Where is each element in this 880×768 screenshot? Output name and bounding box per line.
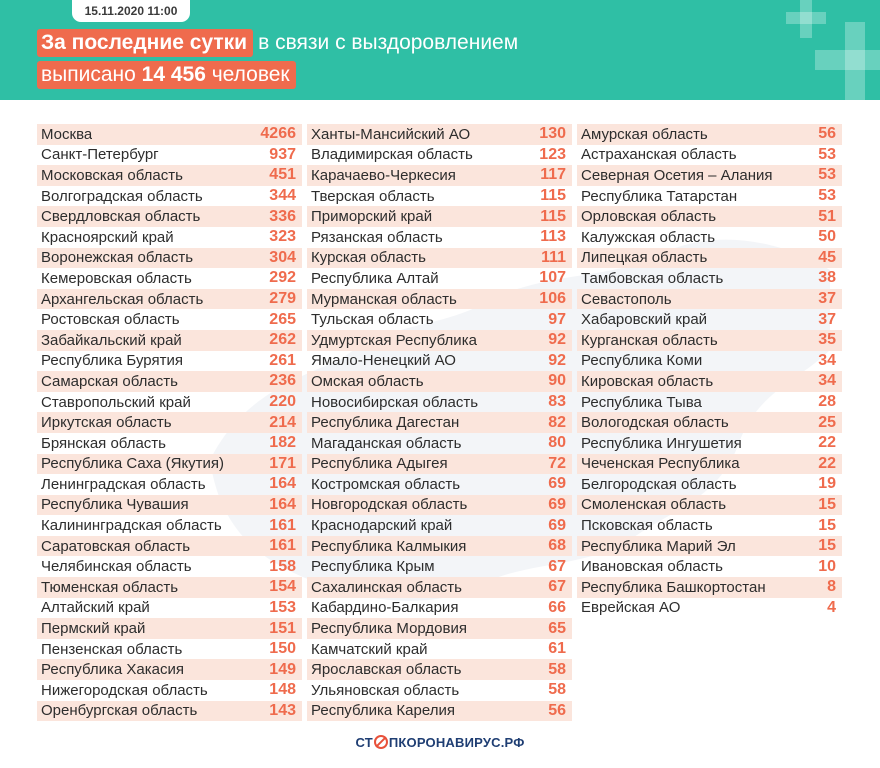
- recovered-count: 69: [548, 516, 566, 534]
- region-row: [577, 206, 842, 227]
- recovered-count: 58: [548, 681, 566, 699]
- headline-pre: выписано: [41, 63, 136, 86]
- region-name: Краснодарский край: [311, 517, 453, 535]
- recovered-count: 69: [548, 475, 566, 493]
- recovered-count: 92: [548, 331, 566, 349]
- region-row: [307, 186, 572, 207]
- recovered-count: 451: [269, 166, 296, 184]
- region-row: [307, 330, 572, 351]
- region-name: Севастополь: [581, 290, 672, 308]
- region-name: Воронежская область: [41, 249, 194, 267]
- region-row: [307, 659, 572, 680]
- region-name: Кировская область: [581, 372, 714, 390]
- region-name: Республика Тыва: [581, 393, 702, 411]
- region-row: [37, 371, 302, 392]
- region-row: [307, 371, 572, 392]
- region-name: Калининградская область: [41, 517, 222, 535]
- region-name: Пензенская область: [41, 640, 183, 658]
- region-name: Карачаево-Черкесия: [311, 166, 456, 184]
- region-name: Ленинградская область: [41, 475, 206, 493]
- recovered-count: 261: [269, 351, 296, 369]
- recovered-count: 83: [548, 393, 566, 411]
- recovered-count: 22: [818, 454, 836, 472]
- recovered-count: 106: [539, 290, 566, 308]
- region-name: Астраханская область: [581, 146, 737, 164]
- region-row: [307, 165, 572, 186]
- region-name: Республика Карелия: [311, 702, 455, 720]
- region-name: Липецкая область: [581, 249, 708, 267]
- recovered-count: 4: [827, 598, 836, 616]
- region-name: Вологодская область: [581, 414, 729, 432]
- recovered-count: 123: [539, 145, 566, 163]
- recovered-count: 113: [540, 228, 566, 246]
- region-row: [577, 330, 842, 351]
- region-name: Белгородская область: [581, 475, 737, 493]
- region-row: [37, 598, 302, 619]
- region-row: [577, 536, 842, 557]
- region-name: Амурская область: [581, 125, 708, 143]
- region-name: Иркутская область: [41, 414, 172, 432]
- region-row: [577, 145, 842, 166]
- region-name: Ярославская область: [311, 661, 462, 679]
- region-row: [307, 598, 572, 619]
- recovered-count: 149: [269, 660, 296, 678]
- recovered-count: 45: [818, 248, 836, 266]
- headline-post: человек: [211, 63, 290, 86]
- recovered-count: 53: [818, 187, 836, 205]
- region-name: Тверская область: [311, 187, 435, 205]
- region-row: [37, 124, 302, 145]
- region-row: [307, 536, 572, 557]
- recovered-count: 37: [818, 290, 836, 308]
- region-name: Санкт-Петербург: [41, 146, 159, 164]
- recovered-count: 56: [818, 125, 836, 143]
- region-name: Омская область: [311, 372, 424, 390]
- region-row: [577, 474, 842, 495]
- recovered-count: 220: [269, 393, 296, 411]
- region-row: [577, 248, 842, 269]
- region-column-2: [307, 124, 572, 721]
- recovered-count: 97: [548, 310, 566, 328]
- recovered-count: 53: [818, 166, 836, 184]
- recovered-count: 38: [818, 269, 836, 287]
- region-column-3: [577, 124, 842, 618]
- recovered-count: 265: [269, 310, 296, 328]
- region-name: Северная Осетия – Алания: [581, 166, 773, 184]
- decor-cross-2b: [786, 12, 826, 24]
- region-row: [307, 577, 572, 598]
- region-row: [307, 248, 572, 269]
- recovered-count: 28: [818, 393, 836, 411]
- region-row: [37, 639, 302, 660]
- region-row: [577, 309, 842, 330]
- region-name: Смоленская область: [581, 496, 727, 514]
- recovered-count: 8: [827, 578, 836, 596]
- region-row: [37, 289, 302, 310]
- recovered-count: 10: [818, 557, 836, 575]
- recovered-count: 68: [548, 537, 566, 555]
- region-name: Орловская область: [581, 208, 717, 226]
- region-name: Костромская область: [311, 475, 461, 493]
- region-name: Сахалинская область: [311, 578, 462, 596]
- recovered-count: 143: [269, 701, 296, 719]
- region-name: Приморский край: [311, 208, 433, 226]
- region-name: Чеченская Республика: [581, 455, 740, 473]
- region-name: Удмуртская Республика: [311, 331, 477, 349]
- region-row: [577, 495, 842, 516]
- region-name: Брянская область: [41, 434, 166, 452]
- recovered-count: 80: [548, 434, 566, 452]
- recovered-count: 82: [548, 413, 566, 431]
- region-row: [37, 618, 302, 639]
- recovered-count: 15: [818, 495, 836, 513]
- region-row: [307, 412, 572, 433]
- recovered-count: 53: [818, 145, 836, 163]
- region-name: Новосибирская область: [311, 393, 479, 411]
- recovered-count: 304: [269, 248, 296, 266]
- region-row: [37, 351, 302, 372]
- region-name: Самарская область: [41, 372, 178, 390]
- region-row: [37, 495, 302, 516]
- region-row: [307, 454, 572, 475]
- region-row: [37, 515, 302, 536]
- region-name: Алтайский край: [41, 599, 150, 617]
- region-row: [577, 577, 842, 598]
- logo-text-pre: СТ: [355, 735, 373, 750]
- region-row: [577, 412, 842, 433]
- region-row: [307, 556, 572, 577]
- recovered-count: 292: [269, 269, 296, 287]
- region-row: [577, 556, 842, 577]
- region-name: Республика Татарстан: [581, 187, 738, 205]
- recovered-count: 236: [269, 372, 296, 390]
- region-name: Нижегородская область: [41, 681, 208, 699]
- region-column-1: [37, 124, 302, 721]
- region-row: [577, 186, 842, 207]
- region-name: Псковская область: [581, 517, 713, 535]
- recovered-count: 66: [548, 598, 566, 616]
- recovered-count: 117: [540, 166, 566, 184]
- region-row: [307, 124, 572, 145]
- region-row: [37, 433, 302, 454]
- recovered-count: 50: [818, 228, 836, 246]
- recovered-count: 323: [269, 228, 296, 246]
- recovered-count: 153: [269, 598, 296, 616]
- region-row: [577, 165, 842, 186]
- region-name: Владимирская область: [311, 146, 473, 164]
- region-name: Волгоградская область: [41, 187, 203, 205]
- recovered-count: 154: [269, 578, 296, 596]
- region-name: Архангельская область: [41, 290, 204, 308]
- headline-line-1: [37, 29, 518, 57]
- recovered-count: 171: [269, 454, 296, 472]
- region-row: [307, 206, 572, 227]
- region-name: Магаданская область: [311, 434, 462, 452]
- region-name: Калужская область: [581, 228, 716, 246]
- region-name: Челябинская область: [41, 558, 192, 576]
- region-name: Республика Калмыкия: [311, 537, 467, 555]
- region-row: [577, 124, 842, 145]
- recovered-count: 15: [818, 537, 836, 555]
- region-name: Еврейская АО: [581, 599, 681, 617]
- region-row: [577, 515, 842, 536]
- region-row: [307, 680, 572, 701]
- region-row: [37, 536, 302, 557]
- recovered-count: 115: [540, 187, 566, 205]
- recovered-count: 164: [269, 495, 296, 513]
- recovered-count: 19: [818, 475, 836, 493]
- region-row: [37, 206, 302, 227]
- recovered-count: 130: [539, 125, 566, 143]
- region-name: Оренбургская область: [41, 702, 198, 720]
- region-name: Ростовская область: [41, 311, 180, 329]
- region-name: Республика Мордовия: [311, 620, 467, 638]
- region-name: Красноярский край: [41, 228, 174, 246]
- region-row: [37, 474, 302, 495]
- region-row: [37, 680, 302, 701]
- region-row: [307, 474, 572, 495]
- region-name: Курганская область: [581, 331, 718, 349]
- recovered-count: 25: [818, 413, 836, 431]
- recovered-count: 51: [818, 207, 836, 225]
- recovered-count: 72: [548, 454, 566, 472]
- headline-line-2: [37, 61, 296, 89]
- decor-cross-3b: [815, 50, 880, 70]
- stop-icon: [374, 735, 388, 749]
- stopcoronavirus-logo: [0, 735, 880, 750]
- region-row: [307, 639, 572, 660]
- region-row: [577, 289, 842, 310]
- recovered-count: 92: [548, 351, 566, 369]
- recovered-count: 182: [269, 434, 296, 452]
- region-row: [37, 392, 302, 413]
- region-name: Республика Коми: [581, 352, 703, 370]
- region-row: [577, 227, 842, 248]
- region-row: [37, 268, 302, 289]
- recovered-count: 37: [818, 310, 836, 328]
- region-name: Забайкальский край: [41, 331, 182, 349]
- region-name: Республика Крым: [311, 558, 435, 576]
- region-row: [577, 433, 842, 454]
- region-name: Республика Хакасия: [41, 661, 185, 679]
- recovered-count: 214: [269, 413, 296, 431]
- recovered-count: 67: [548, 578, 566, 596]
- recovered-count: 279: [269, 290, 296, 308]
- region-row: [577, 371, 842, 392]
- region-row: [307, 701, 572, 722]
- recovered-count: 15: [818, 516, 836, 534]
- recovered-count: 67: [548, 557, 566, 575]
- recovered-count: 22: [818, 434, 836, 452]
- region-name: Республика Адыгея: [311, 455, 448, 473]
- region-row: [577, 454, 842, 475]
- recovered-count: 161: [269, 537, 296, 555]
- headline-total: [37, 61, 296, 89]
- recovered-count: 34: [818, 351, 836, 369]
- region-row: [37, 577, 302, 598]
- region-row: [37, 330, 302, 351]
- recovered-count: 61: [548, 640, 566, 658]
- region-name: Тульская область: [311, 311, 434, 329]
- region-row: [577, 351, 842, 372]
- region-row: [307, 145, 572, 166]
- recovered-count: 58: [548, 660, 566, 678]
- region-name: Хабаровский край: [581, 311, 708, 329]
- recovered-count: 262: [269, 331, 296, 349]
- region-row: [37, 659, 302, 680]
- region-name: Республика Бурятия: [41, 352, 183, 370]
- recovered-count: 164: [269, 475, 296, 493]
- region-row: [307, 268, 572, 289]
- headline-highlight: За последние сутки: [37, 29, 253, 57]
- recovered-count: 69: [548, 495, 566, 513]
- region-row: [577, 392, 842, 413]
- total-recovered-number: 14 456: [141, 63, 206, 86]
- recovered-count: 344: [269, 187, 296, 205]
- region-name: Камчатский край: [311, 640, 428, 658]
- region-name: Республика Саха (Якутия): [41, 455, 225, 473]
- recovered-count: 158: [269, 557, 296, 575]
- region-name: Кемеровская область: [41, 269, 192, 287]
- region-name: Ставропольский край: [41, 393, 191, 411]
- region-name: Кабардино-Балкария: [311, 599, 459, 617]
- recovered-count: 148: [269, 681, 296, 699]
- region-row: [577, 598, 842, 619]
- region-row: [37, 248, 302, 269]
- region-row: [37, 701, 302, 722]
- region-row: [307, 515, 572, 536]
- recovered-count: 90: [548, 372, 566, 390]
- region-name: Свердловская область: [41, 208, 201, 226]
- region-name: Республика Башкортостан: [581, 578, 766, 596]
- region-name: Ульяновская область: [311, 681, 460, 699]
- region-name: Республика Чувашия: [41, 496, 189, 514]
- recovered-count: 56: [548, 701, 566, 719]
- region-name: Республика Ингушетия: [581, 434, 742, 452]
- region-name: Москва: [41, 125, 93, 143]
- region-row: [37, 165, 302, 186]
- region-row: [307, 618, 572, 639]
- header-banner: [0, 0, 880, 100]
- region-name: Республика Дагестан: [311, 414, 460, 432]
- recovered-count: 161: [269, 516, 296, 534]
- region-row: [37, 309, 302, 330]
- headline-tail: в связи с выздоровлением: [258, 31, 519, 54]
- region-name: Республика Алтай: [311, 269, 439, 287]
- region-name: Тюменская область: [41, 578, 179, 596]
- recovered-count: 111: [541, 248, 566, 266]
- region-name: Московская область: [41, 166, 183, 184]
- recovered-count: 65: [548, 619, 566, 637]
- region-row: [307, 392, 572, 413]
- region-row: [37, 454, 302, 475]
- recovered-count: 34: [818, 372, 836, 390]
- region-name: Тамбовская область: [581, 269, 724, 287]
- region-row: [307, 351, 572, 372]
- recovered-count: 150: [269, 640, 296, 658]
- region-name: Новгородская область: [311, 496, 468, 514]
- region-name: Пермский край: [41, 620, 146, 638]
- region-row: [37, 412, 302, 433]
- recovered-count: 115: [540, 207, 566, 225]
- region-name: Республика Марий Эл: [581, 537, 736, 555]
- date-label: 15.11.2020 11:00: [72, 0, 190, 22]
- recovered-count: 35: [818, 331, 836, 349]
- region-row: [37, 186, 302, 207]
- region-row: [307, 309, 572, 330]
- region-name: Ханты-Мансийский АО: [311, 125, 471, 143]
- region-row: [577, 268, 842, 289]
- region-row: [307, 289, 572, 310]
- recovered-count: 937: [269, 145, 296, 163]
- region-row: [37, 227, 302, 248]
- region-name: Рязанская область: [311, 228, 443, 246]
- region-name: Ивановская область: [581, 558, 723, 576]
- region-row: [307, 227, 572, 248]
- recovered-count: 4266: [260, 125, 296, 143]
- region-row: [37, 145, 302, 166]
- region-name: Саратовская область: [41, 537, 191, 555]
- region-row: [307, 495, 572, 516]
- region-row: [37, 556, 302, 577]
- recovered-count: 151: [269, 619, 296, 637]
- region-name: Ямало-Ненецкий АО: [311, 352, 456, 370]
- recovered-count: 336: [269, 207, 296, 225]
- region-name: Курская область: [311, 249, 426, 267]
- region-name: Мурманская область: [311, 290, 457, 308]
- recovered-count: 107: [539, 269, 566, 287]
- logo-text-post: ПКОРОНАВИРУС.РФ: [388, 735, 525, 750]
- region-row: [307, 433, 572, 454]
